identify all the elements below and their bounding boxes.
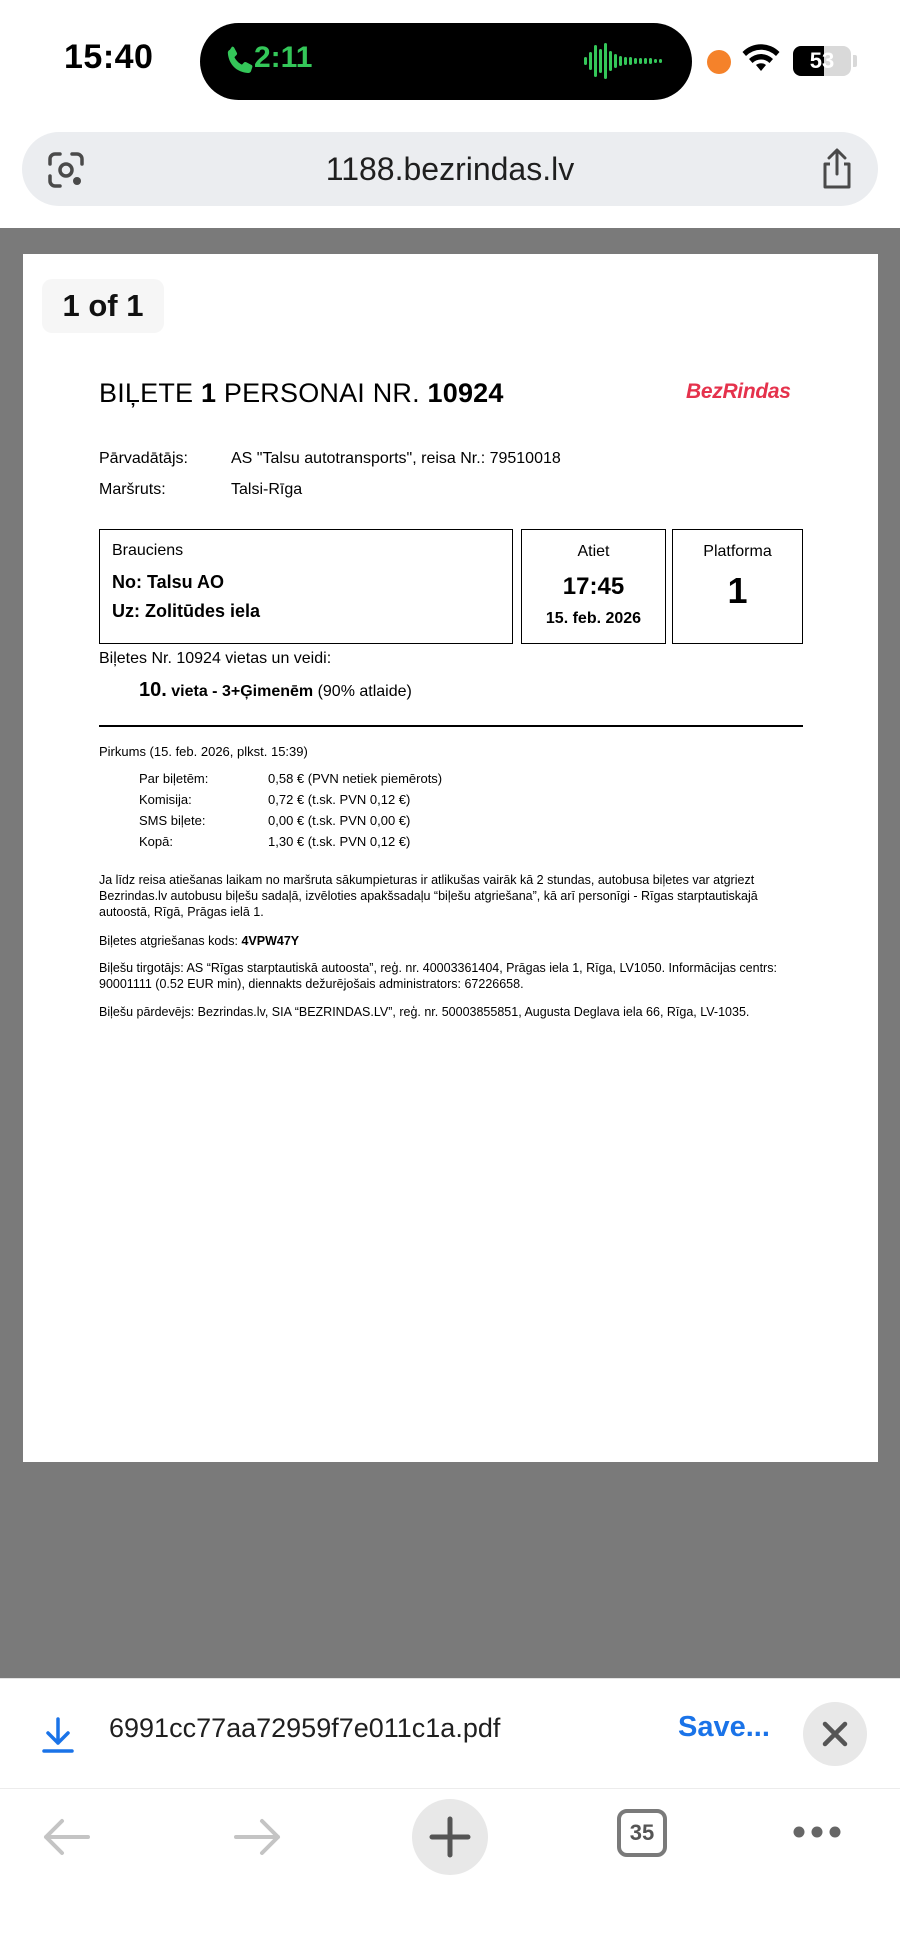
recording-dot-icon bbox=[707, 50, 731, 74]
platform-box bbox=[672, 529, 803, 644]
route-label: Maršruts: bbox=[99, 481, 166, 498]
refund-text: Ja līdz reisa atiešanas laikam no maršruta sākumpieturas ir atlikušas vairāk kā 2 stundas, autobusa biļetes var atgriezt Bezrindas.lv autobusu biļešu sadaļā, izvēloties apakšsadaļu “biļešu atgriešana”, kā arī personīgi - Rīgas starptautiskajā autoostā, Rīgā, Prāgas ielā 1. bbox=[99, 873, 758, 919]
refund-code: 4VPW47Y bbox=[241, 934, 300, 948]
ticket-title bbox=[99, 378, 504, 409]
battery-level: 53 bbox=[809, 48, 835, 73]
trip-label: Brauciens bbox=[112, 542, 184, 559]
page-indicator: 1 of 1 bbox=[42, 279, 164, 333]
wifi-icon bbox=[741, 43, 781, 75]
divider bbox=[99, 725, 803, 727]
fee-label: SMS biļete: bbox=[139, 813, 206, 828]
route-value: Talsi-Rīga bbox=[231, 481, 303, 498]
status-time: 15:40 bbox=[64, 38, 154, 76]
url-text[interactable]: 1188.bezrindas.lv bbox=[325, 151, 575, 187]
back-arrow-icon[interactable] bbox=[40, 1817, 92, 1857]
address-bar[interactable] bbox=[22, 132, 878, 206]
trip-to: Uz: Zolitūdes iela bbox=[112, 601, 261, 621]
seat-discount: (90% atlaide) bbox=[317, 683, 412, 700]
fee-value: 1,30 € (t.sk. PVN 0,12 €) bbox=[268, 834, 411, 849]
bezrindas-logo: BezRindas bbox=[686, 380, 791, 403]
status-bar bbox=[0, 0, 900, 122]
close-icon bbox=[803, 1702, 867, 1766]
fee-row bbox=[139, 834, 410, 850]
title-count: 1 bbox=[200, 378, 217, 408]
dynamic-island[interactable] bbox=[200, 23, 692, 100]
fee-value: 0,58 € (PVN netiek piemērots) bbox=[268, 771, 443, 786]
carrier-row bbox=[99, 450, 561, 468]
seller-text: Biļešu pārdevējs: Bezrindas.lv, SIA “BEZRINDAS.LV”, reģ. nr. 50003855851, Augusta Deglava iela 66, Rīga, LV-1035. bbox=[99, 1005, 750, 1019]
fee-value: 0,00 € (t.sk. PVN 0,00 €) bbox=[268, 813, 411, 828]
refund-code-row bbox=[99, 933, 803, 949]
fee-row bbox=[139, 792, 410, 808]
fee-label: Par biļetēm: bbox=[139, 771, 209, 786]
download-bar bbox=[0, 1678, 900, 1788]
seat-type: vieta - 3+Ģimenēm bbox=[171, 683, 314, 700]
fee-row bbox=[139, 813, 410, 829]
call-duration: 2:11 bbox=[254, 41, 313, 74]
refund-code-label: Biļetes atgriešanas kods: bbox=[99, 934, 238, 948]
platform-value: 1 bbox=[727, 570, 748, 611]
departs-date: 15. feb. 2026 bbox=[545, 610, 642, 627]
file-name: 6991cc77aa72959f7e011c1a.pdf bbox=[109, 1713, 501, 1743]
fee-value: 0,72 € (t.sk. PVN 0,12 €) bbox=[268, 792, 411, 807]
departs-label: Atiet bbox=[577, 543, 610, 560]
fee-label: Komisija: bbox=[139, 792, 192, 807]
title-mid: PERSONAI NR. bbox=[223, 378, 420, 408]
bottom-toolbar bbox=[0, 1788, 900, 1950]
seat-line bbox=[139, 679, 412, 702]
fee-label: Kopā: bbox=[139, 834, 173, 849]
departs-time: 17:45 bbox=[562, 573, 625, 600]
trip-from: No: Talsu AO bbox=[112, 572, 224, 592]
platform-label: Platforma bbox=[703, 543, 772, 560]
phone-call-icon bbox=[222, 43, 258, 79]
route-row bbox=[99, 481, 302, 499]
share-icon[interactable] bbox=[818, 148, 856, 190]
more-menu-icon[interactable] bbox=[792, 1825, 842, 1839]
forward-arrow-icon[interactable] bbox=[232, 1817, 284, 1857]
pdf-viewer[interactable] bbox=[0, 228, 900, 1678]
merchant-text: Biļešu tirgotājs: AS “Rīgas starptautiskā autoosta”, reģ. nr. 40003361404, Prāgas iela 1, Rīga, LV1050. Informācijas centrs: 90001111 (0.52 EUR min), diennakts dežurējošais administrators: 67226658. bbox=[99, 961, 777, 991]
download-icon bbox=[40, 1715, 76, 1755]
carrier-label: Pārvadātājs: bbox=[99, 450, 188, 467]
seats-heading: Biļetes Nr. 10924 vietas un veidi: bbox=[99, 650, 332, 667]
tab-switcher-button[interactable]: 35 bbox=[617, 1809, 667, 1857]
trip-box bbox=[99, 529, 513, 644]
purchase-heading: Pirkums (15. feb. 2026, plkst. 15:39) bbox=[99, 744, 308, 759]
close-button[interactable] bbox=[803, 1702, 867, 1766]
plus-icon bbox=[412, 1799, 488, 1875]
battery-icon bbox=[793, 46, 851, 76]
fee-row bbox=[139, 771, 442, 787]
battery-cap bbox=[853, 55, 857, 67]
carrier-value: AS "Talsu autotransports", reisa Nr.: 79510018 bbox=[231, 450, 561, 467]
title-prefix: BIĻETE bbox=[99, 378, 194, 408]
pdf-page bbox=[23, 254, 878, 1462]
save-button[interactable]: Save... bbox=[678, 1711, 770, 1743]
ticket-number: 10924 bbox=[427, 378, 504, 408]
audio-waveform-icon bbox=[584, 41, 668, 81]
departure-box bbox=[521, 529, 666, 644]
seat-number: 10. bbox=[139, 679, 167, 701]
new-tab-button[interactable] bbox=[412, 1799, 488, 1875]
